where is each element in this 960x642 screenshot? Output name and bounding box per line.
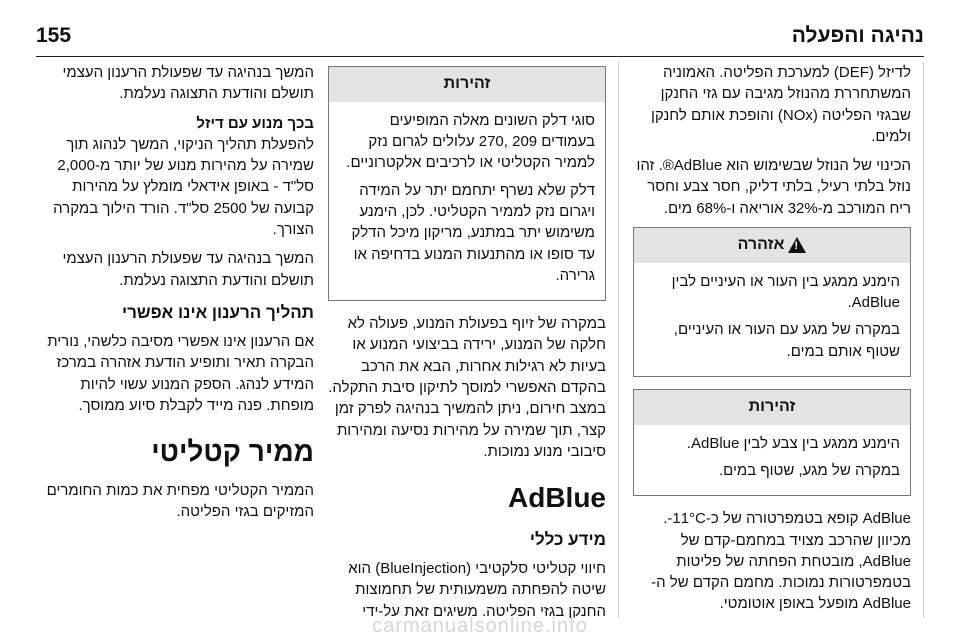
paragraph: אם הרענון אינו אפשרי מסיבה כלשהי, נורית הבקרה תאיר ותופיע הודעת אזהרה במרכז המידע לנהג. הספק המנוע עשוי להיות מופחת. פנה מייד לקבלת סיוע ממוסך. [47,333,314,414]
paragraph: חיווי קטליטי סלקטיבי (BlueInjection) הוא שיטה להפחתה משמעותית של תחמוצות החנקן בגזי הפליטה. משיגים זאת על-ידי [348,560,606,618]
paragraph: להפעלת תהליך הניקוי, המשך לנהוג תוך שמירה על מהירות מנוע של יותר מ-2,000 סל"ד - באופן אידאלי מומלץ על מהירות קבועה של 2500 סל"ד. הורד הילוך במקרה הצורך. [53,135,314,239]
caution-text: במקרה של מגע, שטוף במים. [718,462,900,479]
section-title: ממיר קטליטי [151,436,314,468]
paragraph: הממיר הקטליטי מפחית את כמות החומרים המזיקים בגזי הפליטה. [46,482,314,521]
caution-text: הימנע ממגע בין צבע לבין AdBlue. [686,434,900,452]
column-middle [328,62,619,618]
chapter-title: נהיגה והפעלה [791,24,924,47]
warning-title: אזהרה [737,236,785,254]
page-header [36,16,924,57]
paragraph: המשך בנהיגה עד שפעולת הרענון העצמי תושלם והודעת התצוגה נעלמת. [62,64,314,103]
watermark: carmanualsonline.info [372,615,588,637]
caution-text: דלק שלא נשרף יתחמם יתר על המידה ויגרום נזק לממיר הקטליטי. לכן, הימנע משימוש יתר במתנע, מריקון מיכל הדלק עד סופו או מהתנעות המנוע בדחיפה או גרירה. [351,181,595,284]
column-left [633,62,924,618]
caution-title: זהירות [329,67,605,102]
section-heading: תהליך הרענון אינו אפשרי [121,302,314,322]
warning-box [633,227,911,377]
caution-title: זהירות [634,390,910,425]
caution-box [328,66,606,301]
paragraph: AdBlue קופא בטמפרטורה של כ-11°C-. מכיוון שהרכב מצויד במחמם-קדם של AdBlue, מובטחת הפחתה של פליטות בטמפרטורות נמוכות. מחמם הקדם של ה-AdBlue מופעל באופן אוטומטי. [651,510,911,613]
warning-text: הימנע ממגע בין העור או העיניים לבין AdBlue. [671,272,900,312]
subheading: בכך מנוע עם דיזל [196,114,314,132]
paragraph: הכינוי של הנוזל שבשימוש הוא AdBlue®. זהו נוזל בלתי רעיל, בלתי דליק, חסר צבע וחסר ריח המורכב מ-32% אוריאה ו-68% מים. [636,157,911,217]
column-right [36,62,314,618]
section-heading: מידע כללי [529,529,606,549]
section-title: AdBlue [508,482,606,514]
page-number: 155 [36,24,72,47]
paragraph: לדיזל (DEF) למערכת הפליטה. האמוניה המשתחררת מהנוזל מגיבה עם גזי החנקן שבגזי הפליטה (NOx) והופכת אותם לחנקן ולמים. [651,64,911,145]
paragraph: במקרה של זיוף בפעולת המנוע, פעולה לא חלקה של המנוע, ירידה בביצועי המנוע או בעיות לא רגילות אחרות, הבא את הרכב בהקדם האפשרי למוסך לתיקון סיבת התקלה. במצב חירום, ניתן להמשיך בנהיגה לפרק זמן קצר, תוך שמירה על מהירות נסיעה ומהירות סיבובי מנוע נמוכות. [328,315,606,460]
warning-title-row [634,228,910,263]
warning-text: במקרה של מגע עם העור או העיניים, שטוף אותם במים. [673,321,900,360]
content-columns [36,62,924,618]
caution-box [633,389,911,496]
paragraph: המשך בנהיגה עד שפעולת הרענון העצמי תושלם והודעת התצוגה נעלמת. [62,250,314,289]
caution-text: סוגי דלק השונים מאלה המופיעים בעמודים 209 ,270 עלולים לגרום נזק לממיר הקטליטי או לרכיבים אלקטרוניים. [346,111,595,172]
warning-icon [788,237,806,253]
